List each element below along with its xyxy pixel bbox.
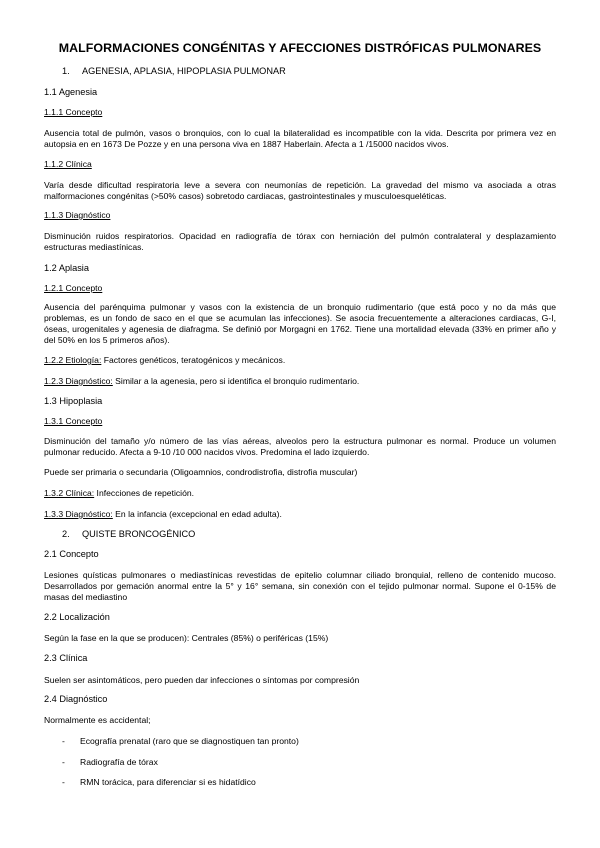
aplasia-etiologia-heading: 1.2.2 Etiología: <box>44 355 102 365</box>
quiste-clinica-heading: 2.3 Clínica <box>44 653 88 663</box>
section-1-title: AGENESIA, APLASIA, HIPOPLASIA PULMONAR <box>82 66 286 76</box>
section-2-number: 2. <box>62 529 70 539</box>
aplasia-diagnostico-text: Similar a la agenesia, pero si identifica el bronquio rudimentario. <box>112 376 360 386</box>
agenesia-diagnostico-text: Disminución ruidos respiratorios. Opacidad en radiografía de tórax con herniación del pulmón contralateral y desplazamiento estructuras mediastínicas. <box>44 231 556 252</box>
hipoplasia-extra-text: Puede ser primaria o secundaria (Oligoamnios, condrodistrofia, distrofia muscular) <box>44 467 358 477</box>
hipoplasia-diagnostico-line <box>44 509 282 519</box>
quiste-diagnostico-text: Normalmente es accidental; <box>44 715 151 725</box>
aplasia-concepto-heading: 1.2.1 Concepto <box>44 283 103 293</box>
bullet-dash: - <box>62 757 65 767</box>
agenesia-heading: 1.1 Agenesia <box>44 87 98 97</box>
quiste-concepto-text: Lesiones quísticas pulmonares o mediastínicas revestidas de epitelio columnar ciliado bronquial, relleno de contenido mucoso. Desarrollados por gemación anormal entre la 5° y 16° semana, sin conexión con el tejido pulmonar normal. Supone el 0-15% de masas del mediastino <box>44 570 556 602</box>
agenesia-concepto-heading: 1.1.1 Concepto <box>44 107 103 117</box>
aplasia-concepto-text: Ausencia del parénquima pulmonar y vasos con la existencia de un bronquio rudimentario (que está poco y no da más que problemas, es un fondo de saco en el que se acumulan las infecciones). Se asocia frecuentemente a alteraciones cardiacas, G-I, óseas, urogenitales y agenesia de diafragma. Se definió por Morgagni en 1762. Tiene una mortalidad elevada (33% en primer año y del 50% en los 5 primeros años). <box>44 302 556 345</box>
aplasia-diagnostico-heading: 1.2.3 Diagnóstico: <box>44 376 113 386</box>
bullet-dash: - <box>62 736 65 746</box>
aplasia-etiologia-text: Factores genéticos, teratogénicos y mecánicos. <box>101 355 286 365</box>
bullet-dash: - <box>62 777 65 787</box>
list-item-text: RMN torácica, para diferenciar si es hidatídico <box>80 777 256 787</box>
list-item <box>62 736 299 746</box>
list-item-text: Ecografía prenatal (raro que se diagnostiquen tan pronto) <box>80 736 299 746</box>
quiste-localizacion-heading: 2.2 Localización <box>44 612 110 622</box>
hipoplasia-clinica-heading: 1.3.2 Clínica: <box>44 488 95 498</box>
quiste-localizacion-text: Según la fase en la que se producen): Centrales (85%) o periféricas (15%) <box>44 633 329 643</box>
hipoplasia-concepto-text: Disminución del tamaño y/o número de las vías aéreas, alveolos pero la estructura pulmonar es normal. Produce un volumen pulmonar reducido. Afecta a 9-10 /10 000 nacidos vivos. Predomina el lado izquierdo. <box>44 436 556 457</box>
agenesia-clinica-text: Varía desde dificultad respiratoria leve a severa con neumonías de repetición. La gravedad del mismo va asociada a otras malformaciones congénitas (>50% casos) sobretodo cardiacas, gastrointestinales y musculoesqueléticas. <box>44 180 556 201</box>
document-title: MALFORMACIONES CONGÉNITAS Y AFECCIONES DISTRÓFICAS PULMONARES <box>58 41 542 55</box>
aplasia-etiologia-line <box>44 355 285 365</box>
agenesia-concepto-text: Ausencia total de pulmón, vasos o bronquios, con lo cual la bilateralidad es incompatible con la vida. Descrita por primera vez en autopsia en en 1673 De Pozze y en una persona viva en 1887 Haberlain. Afecta a 1 /15000 nacidos vivos. <box>44 128 556 149</box>
list-item-text: Radiografía de tórax <box>80 757 158 767</box>
quiste-clinica-text: Suelen ser asintomáticos, pero pueden dar infecciones o síntomas por compresión <box>44 675 360 685</box>
section-1-heading <box>62 66 286 76</box>
section-2-heading <box>62 529 195 539</box>
section-2-title: QUISTE BRONCOGÉNICO <box>82 529 196 539</box>
list-item <box>62 757 158 767</box>
list-item <box>62 777 256 787</box>
hipoplasia-clinica-line <box>44 488 194 498</box>
agenesia-diagnostico-heading: 1.1.3 Diagnóstico <box>44 210 111 220</box>
hipoplasia-diagnostico-text: En la infancia (excepcional en edad adulta). <box>112 509 282 519</box>
agenesia-clinica-heading: 1.1.2 Clínica <box>44 159 92 169</box>
aplasia-heading: 1.2 Aplasia <box>44 263 89 273</box>
hipoplasia-diagnostico-heading: 1.3.3 Diagnóstico: <box>44 509 113 519</box>
hipoplasia-heading: 1.3 Hipoplasia <box>44 396 103 406</box>
hipoplasia-concepto-heading: 1.3.1 Concepto <box>44 416 103 426</box>
quiste-concepto-heading: 2.1 Concepto <box>44 549 99 559</box>
quiste-diagnostico-heading: 2.4 Diagnóstico <box>44 694 108 704</box>
hipoplasia-clinica-text: Infecciones de repetición. <box>94 488 195 498</box>
section-1-number: 1. <box>62 66 70 76</box>
aplasia-diagnostico-line <box>44 376 359 386</box>
